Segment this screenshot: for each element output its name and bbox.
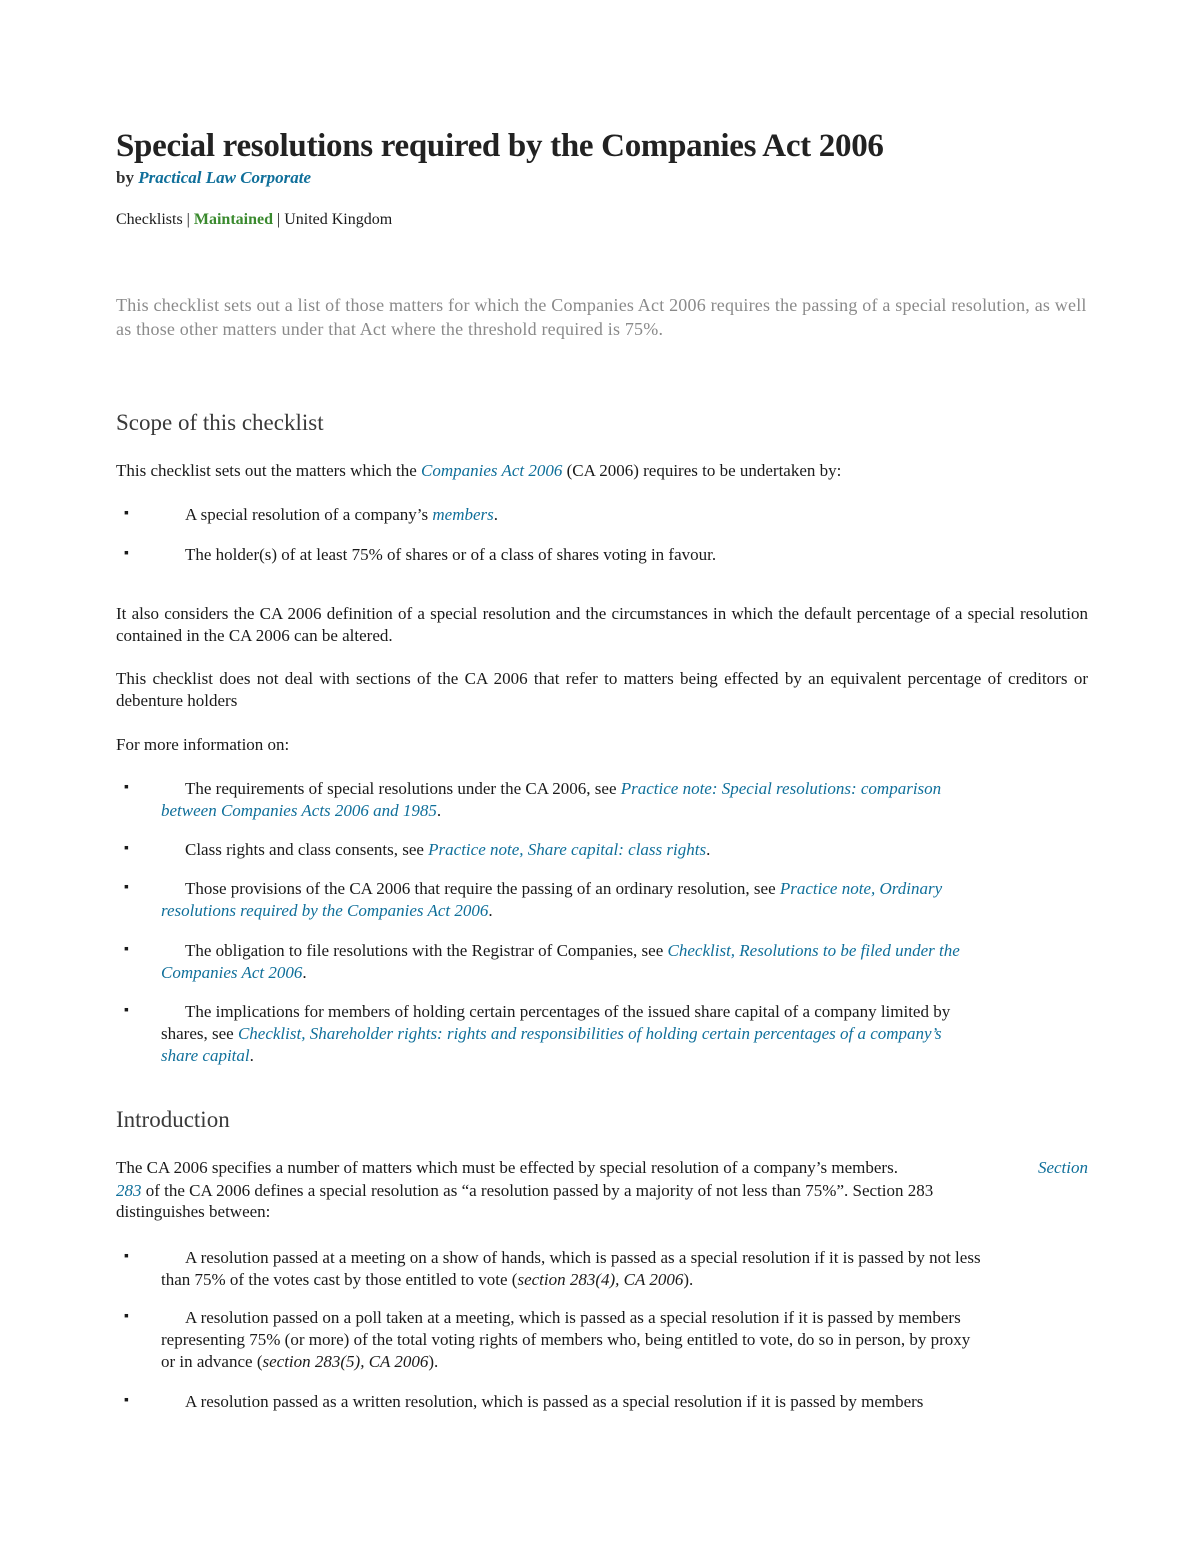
bullet-icon: ▪	[124, 780, 129, 795]
list-item-continuation	[161, 1351, 438, 1373]
list-item: A resolution passed on a poll taken at a meeting, which is passed as a special resolution if it is passed by members	[185, 1308, 961, 1327]
statute-reference: section 283(4), CA 2006	[517, 1270, 684, 1289]
section-283-link[interactable]: Section	[1037, 1158, 1088, 1177]
companies-act-link[interactable]: Companies Act 2006	[421, 461, 563, 480]
list-item-continuation	[161, 1269, 693, 1291]
intro-text: The CA 2006 specifies a number of matters which must be effected by special resolution of a company’s members.	[116, 1158, 898, 1177]
practice-note-class-rights-link[interactable]: Practice note, Share capital: class rights	[428, 840, 707, 859]
list-item: A resolution passed at a meeting on a show of hands, which is passed as a special resolution if it is passed by not less	[185, 1248, 981, 1267]
byline-prefix: by	[116, 168, 134, 187]
resource-type: Checklists	[116, 211, 183, 228]
checklist-shareholder-rights-link[interactable]: Checklist, Shareholder rights: rights and responsibilities of holding certain percentages of a company’s	[237, 1024, 942, 1043]
practice-note-special-resolutions-link[interactable]: between Companies Acts 2006 and 1985	[161, 801, 437, 820]
statute-reference: section 283(5), CA 2006	[262, 1352, 429, 1371]
jurisdiction: United Kingdom	[284, 211, 393, 228]
scope-intro-text: (CA 2006) requires to be undertaken by:	[562, 461, 842, 480]
list-item-text: .	[249, 1046, 254, 1065]
intro-paragraph-line: distinguishes between:	[116, 1202, 271, 1221]
section-283-link[interactable]: 283	[116, 1181, 142, 1200]
list-item	[185, 504, 498, 526]
list-item-continuation: representing 75% (or more) of the total voting rights of members who, being entitled to vote, do so in person, by proxy	[161, 1330, 971, 1349]
checklist-shareholder-rights-link[interactable]: share capital	[161, 1046, 250, 1065]
intro-text: of the CA 2006 defines a special resolution as “a resolution passed by a majority of not less than 75%”. Section 283	[141, 1181, 934, 1200]
list-item-text: ).	[428, 1352, 439, 1371]
list-item-text: The obligation to file resolutions with the Registrar of Companies, see	[185, 941, 668, 960]
list-item-text: A special resolution of a company’s	[185, 505, 433, 524]
bullet-icon: ▪	[124, 942, 129, 957]
checklist-resolutions-filed-link[interactable]: Companies Act 2006	[161, 963, 303, 982]
scope-heading: Scope of this checklist	[116, 410, 324, 435]
practice-note-ordinary-resolutions-link[interactable]: Practice note, Ordinary	[779, 879, 943, 898]
meta-separator: |	[277, 211, 281, 228]
introduction-heading: Introduction	[116, 1107, 230, 1132]
scope-paragraph: It also considers the CA 2006 definition of a special resolution and the circumstances in which the default percentage of a special resolution contained in the CA 2006 can be altered.	[116, 604, 1088, 645]
list-item: The implications for members of holding certain percentages of the issued share capital of a company limited by	[185, 1002, 951, 1021]
meta-separator: |	[186, 211, 190, 228]
list-item-text: .	[302, 963, 307, 982]
list-item-text: .	[493, 505, 499, 524]
list-item-continuation	[161, 800, 441, 822]
list-item	[185, 839, 710, 861]
list-item-text: Those provisions of the CA 2006 that require the passing of an ordinary resolution, see	[185, 879, 780, 898]
list-item	[185, 878, 942, 900]
author-link[interactable]: Practical Law Corporate	[138, 168, 312, 187]
list-item-text: or in advance (	[161, 1352, 263, 1371]
list-item	[185, 940, 960, 962]
abstract: This checklist sets out a list of those matters for which the Companies Act 2006 requires the passing of a special resolution, as well as those other matters under that Act where the threshold required is 75%.	[116, 295, 1087, 339]
list-item-continuation	[161, 1023, 942, 1045]
bullet-icon: ▪	[124, 841, 129, 856]
intro-paragraph-line	[116, 1157, 1088, 1179]
bullet-icon: ▪	[124, 1003, 129, 1018]
list-item-text: .	[488, 901, 493, 920]
members-link[interactable]: members	[432, 505, 494, 524]
list-item-text: The requirements of special resolutions under the CA 2006, see	[185, 779, 621, 798]
list-item: A resolution passed as a written resolution, which is passed as a special resolution if it is passed by members	[185, 1392, 924, 1411]
page-title: Special resolutions required by the Companies Act 2006	[116, 128, 884, 164]
list-item-text: shares, see	[161, 1024, 238, 1043]
practice-note-ordinary-resolutions-link[interactable]: resolutions required by the Companies Act 2006	[161, 901, 489, 920]
list-item-continuation	[161, 900, 493, 922]
bullet-icon: ▪	[124, 546, 129, 561]
list-item-continuation	[161, 1045, 254, 1067]
scope-intro-text: This checklist sets out the matters which the	[116, 461, 421, 480]
status-badge: Maintained	[193, 211, 273, 228]
bullet-icon: ▪	[124, 1393, 129, 1408]
list-item-text: Class rights and class consents, see	[185, 840, 429, 859]
bullet-icon: ▪	[124, 506, 129, 521]
scope-paragraph: This checklist does not deal with sections of the CA 2006 that refer to matters being effected by an equivalent percentage of creditors or debenture holders	[116, 669, 1088, 710]
more-info-label: For more information on:	[116, 735, 290, 754]
scope-intro	[116, 460, 841, 482]
document-meta	[116, 211, 392, 229]
list-item-text: than 75% of the votes cast by those entitled to vote (	[161, 1270, 518, 1289]
intro-paragraph-line	[116, 1180, 933, 1202]
list-item-text: .	[706, 840, 711, 859]
list-item-text: .	[436, 801, 442, 820]
list-item-text: ).	[683, 1270, 694, 1289]
bullet-icon: ▪	[124, 880, 129, 895]
practice-note-special-resolutions-link[interactable]: Practice note: Special resolutions: comparison	[620, 779, 942, 798]
list-item	[185, 778, 941, 800]
bullet-icon: ▪	[124, 1249, 129, 1264]
list-item: The holder(s) of at least 75% of shares or of a class of shares voting in favour.	[185, 545, 717, 564]
list-item-continuation	[161, 962, 307, 984]
bullet-icon: ▪	[124, 1309, 129, 1324]
checklist-resolutions-filed-link[interactable]: Checklist, Resolutions to be filed under the	[667, 941, 960, 960]
byline	[116, 168, 311, 188]
